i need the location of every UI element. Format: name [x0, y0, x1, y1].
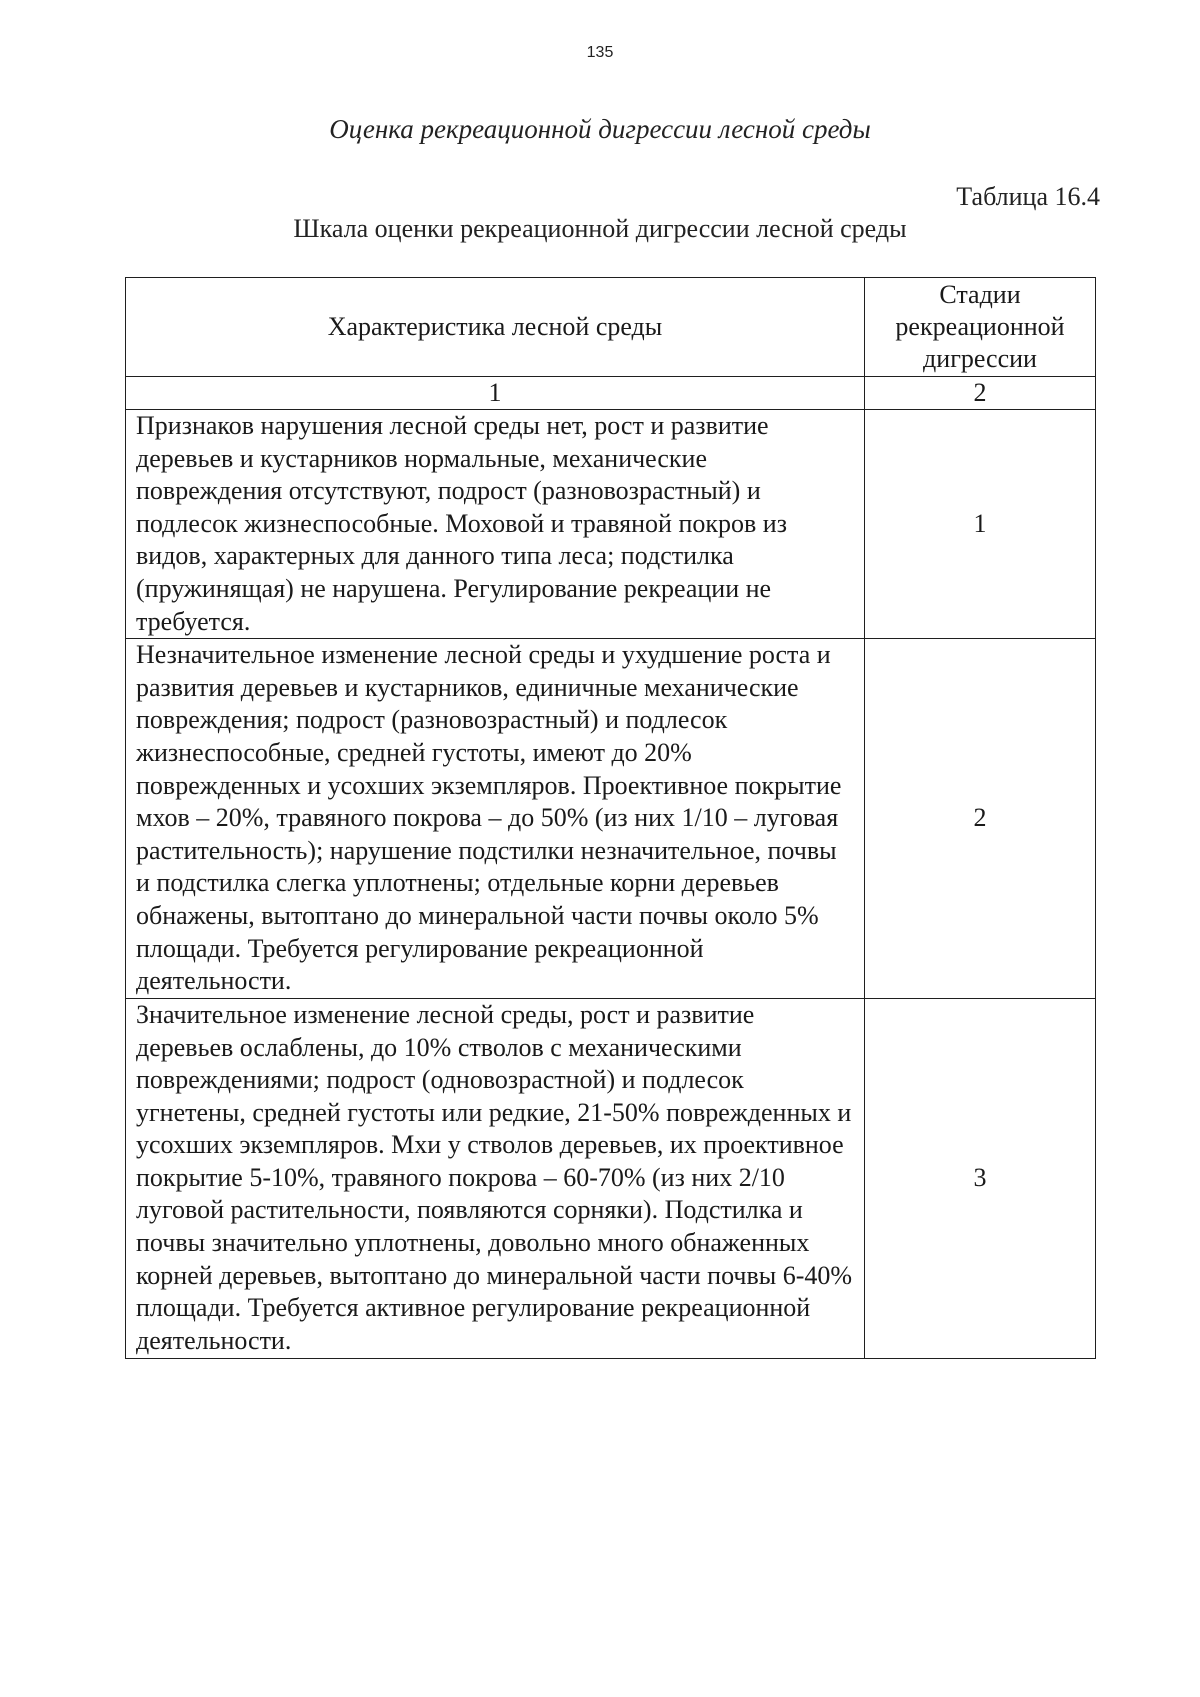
row-stage: 3: [865, 998, 1096, 1358]
column-number-1: 1: [126, 377, 865, 410]
table-caption: Шкала оценки рекреационной дигрессии лесной среды: [293, 214, 907, 243]
row-description: Незначительное изменение лесной среды и ухудшение роста и развития деревьев и кустарников, единичные механические повреждения; подрост (разновозрастный) и подлесок жизнеспособные, средней густоты, имеют до 20% поврежденных и усохших экземпляров. Проективное покрытие мхов – 20%, травяного покрова – до 50% (из них 1/10 – луговая растительность); нарушение подстилки незначительное, почвы и подстилка слегка уплотнены; отдельные корни деревьев обнажены, вытоптано до минеральной части почвы около 5% площади. Требуется регулирование рекреационной деятельности.: [126, 639, 865, 999]
page-number: 135: [586, 44, 614, 61]
column-number-2: 2: [865, 377, 1096, 410]
table-row: [126, 639, 1096, 999]
row-stage: 1: [865, 410, 1096, 639]
row-description: Значительное изменение лесной среды, рост и развитие деревьев ослаблены, до 10% стволов с механическими повреждениями; подрост (одновозрастной) и подлесок угнетены, средней густоты или редкие, 21-50% поврежденных и усохших экземпляров. Мхи у стволов деревьев, их проективное покрытие 5-10%, травяного покрова – 60-70% (из них 2/10 луговой растительности, появляются сорняки). Подстилка и почвы значительно уплотнены, довольно много обнаженных корней деревьев, вытоптано до минеральной части почвы 6-40% площади. Требуется активное регулирование рекреационной деятельности.: [126, 998, 865, 1358]
header-characteristic: Характеристика лесной среды: [126, 278, 865, 377]
table-row: [126, 410, 1096, 639]
table-label: Таблица 16.4: [956, 182, 1100, 211]
column-number-row: [126, 377, 1096, 410]
row-description: Признаков нарушения лесной среды нет, рост и развитие деревьев и кустарников нормальные, механические повреждения отсутствуют, подрост (разновозрастный) и подлесок жизнеспособные. Моховой и травяной покров из видов, характерных для данного типа леса; подстилка (пружинящая) не нарушена. Регулирование рекреации не требуется.: [126, 410, 865, 639]
row-stage: 2: [865, 639, 1096, 999]
section-title: Оценка рекреационной дигрессии лесной среды: [329, 114, 871, 144]
header-stage: Стадии рекреационной дигрессии: [865, 278, 1096, 377]
table-row: [126, 998, 1096, 1358]
digression-scale-table: [125, 277, 1096, 1359]
table-header-row: [126, 278, 1096, 377]
